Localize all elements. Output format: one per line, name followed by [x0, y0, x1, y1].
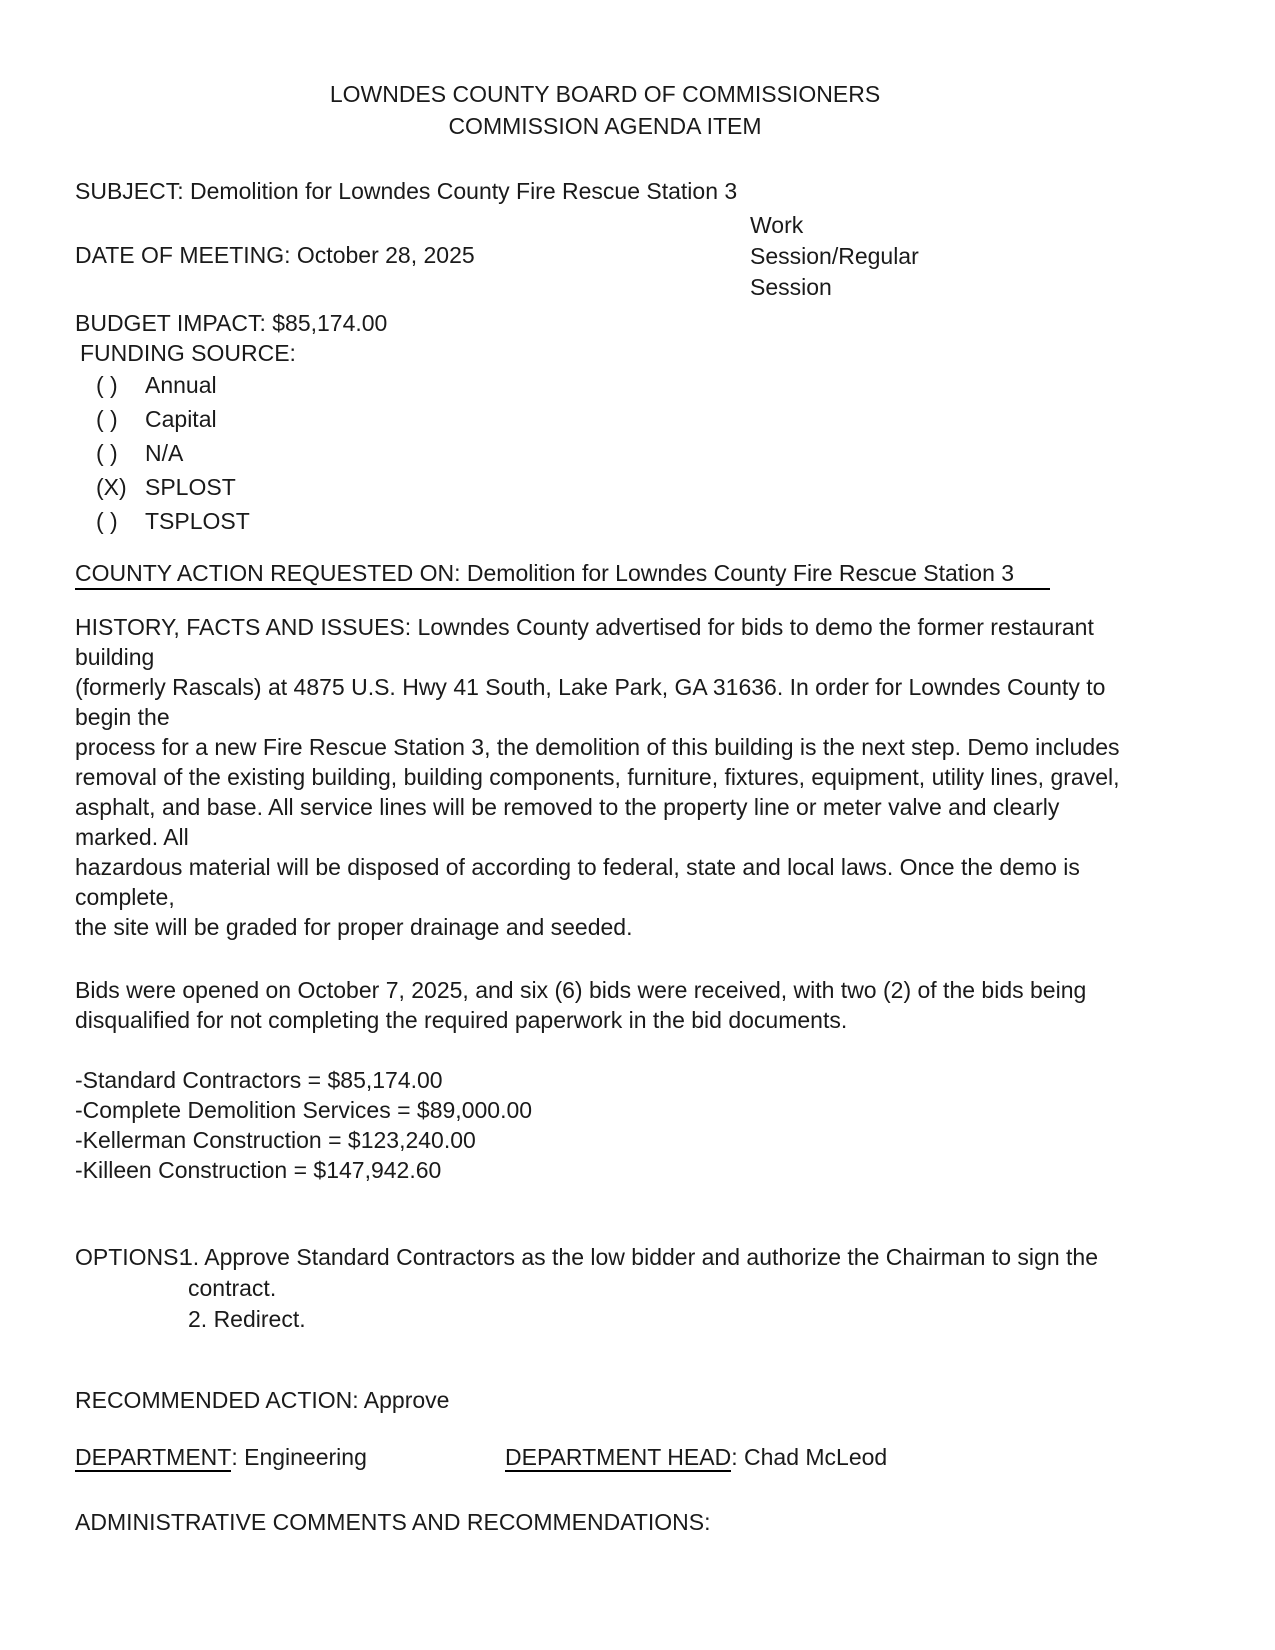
bids-line-2: disqualified for not completing the required paperwork in the bid documents. — [75, 1007, 848, 1033]
checkbox-mark-annual: ( ) — [96, 372, 118, 398]
department-field — [75, 1442, 505, 1472]
department-head-value: : Chad McLeod — [731, 1444, 888, 1470]
bid-item-complete-demolition: -Complete Demolition Services = $89,000.00 — [75, 1097, 533, 1123]
county-action-requested-line — [75, 558, 1135, 590]
checkbox-mark-splost: (X) — [96, 474, 127, 500]
checkbox-mark-tsplost: ( ) — [96, 508, 118, 534]
option-1-line-2: contract. — [188, 1275, 277, 1301]
options-section — [75, 1242, 1135, 1335]
document-title — [75, 78, 1135, 142]
department-row — [75, 1442, 1135, 1472]
funding-option-label-na: N/A — [145, 440, 184, 466]
recommended-action-line: RECOMMENDED ACTION: Approve — [75, 1387, 450, 1413]
checkbox-mark-capital: ( ) — [96, 406, 118, 432]
history-line-4: removal of the existing building, building components, furniture, fixtures, equipment, utility lines, gravel, — [75, 764, 1120, 790]
history-line-2: (formerly Rascals) at 4875 U.S. Hwy 41 South, Lake Park, GA 31636. In order for Lowndes County to begin the — [75, 674, 1106, 730]
budget-impact-line: BUDGET IMPACT: $85,174.00 — [75, 310, 388, 336]
funding-option-label-capital: Capital — [145, 406, 217, 432]
department-label: DEPARTMENT — [75, 1444, 232, 1470]
title-line-1: LOWNDES COUNTY BOARD OF COMMISSIONERS — [329, 81, 881, 107]
session-line-2: Session/Regular — [750, 243, 919, 269]
checkbox-mark-na: ( ) — [96, 440, 118, 466]
bid-item-kellerman-construction: -Kellerman Construction = $123,240.00 — [75, 1127, 476, 1153]
funding-option-annual — [96, 370, 1135, 400]
subject-line: SUBJECT: Demolition for Lowndes County Fire Rescue Station 3 — [75, 178, 738, 204]
funding-option-label-tsplost: TSPLOST — [145, 508, 250, 534]
funding-options-list — [96, 370, 1135, 536]
funding-option-capital — [96, 404, 1135, 434]
bids-opened-paragraph — [75, 975, 1135, 1035]
option-2: 2. Redirect. — [188, 1306, 306, 1332]
department-value: : Engineering — [231, 1444, 367, 1470]
bids-line-1: Bids were opened on October 7, 2025, and six (6) bids were received, with two (2) of the bids being — [75, 977, 1087, 1003]
history-line-1: HISTORY, FACTS AND ISSUES: Lowndes County advertised for bids to demo the former restaurant building — [75, 614, 1094, 670]
option-1-line-1: 1. Approve Standard Contractors as the low bidder and authorize the Chairman to sign the — [180, 1244, 1098, 1270]
options-lines — [180, 1242, 1098, 1335]
options-label: OPTIONS: — [75, 1244, 185, 1270]
funding-option-splost — [96, 472, 1135, 502]
session-type-block — [750, 210, 970, 303]
department-head-field — [505, 1442, 887, 1472]
session-line-3: Session — [750, 274, 832, 300]
administrative-comments-line: ADMINISTRATIVE COMMENTS AND RECOMMENDATIONS: — [75, 1509, 711, 1535]
session-line-1: Work — [750, 212, 804, 238]
history-line-6: hazardous material will be disposed of according to federal, state and local laws. Once the demo is complete, — [75, 854, 1080, 910]
department-head-label: DEPARTMENT HEAD — [505, 1444, 732, 1470]
funding-option-label-annual: Annual — [145, 372, 217, 398]
funding-option-na — [96, 438, 1135, 468]
funding-option-label-splost: SPLOST — [145, 474, 236, 500]
title-line-2: COMMISSION AGENDA ITEM — [448, 113, 762, 139]
bid-amounts-list — [75, 1065, 1135, 1185]
funding-source-label: FUNDING SOURCE: — [80, 340, 296, 366]
bid-item-standard-contractors: -Standard Contractors = $85,174.00 — [75, 1067, 443, 1093]
funding-option-tsplost — [96, 506, 1135, 536]
history-facts-issues-paragraph — [75, 612, 1135, 942]
date-of-meeting-line: DATE OF MEETING: October 28, 2025 — [75, 242, 475, 268]
county-action-text: COUNTY ACTION REQUESTED ON: Demolition for Lowndes County Fire Rescue Station 3 — [75, 558, 1050, 590]
history-line-5: asphalt, and base. All service lines will be removed to the property line or meter valve and clearly marked. All — [75, 794, 1060, 850]
history-line-7: the site will be graded for proper drainage and seeded. — [75, 914, 633, 940]
history-line-3: process for a new Fire Rescue Station 3, the demolition of this building is the next step. Demo includes — [75, 734, 1120, 760]
bid-item-killeen-construction: -Killeen Construction = $147,942.60 — [75, 1157, 442, 1183]
